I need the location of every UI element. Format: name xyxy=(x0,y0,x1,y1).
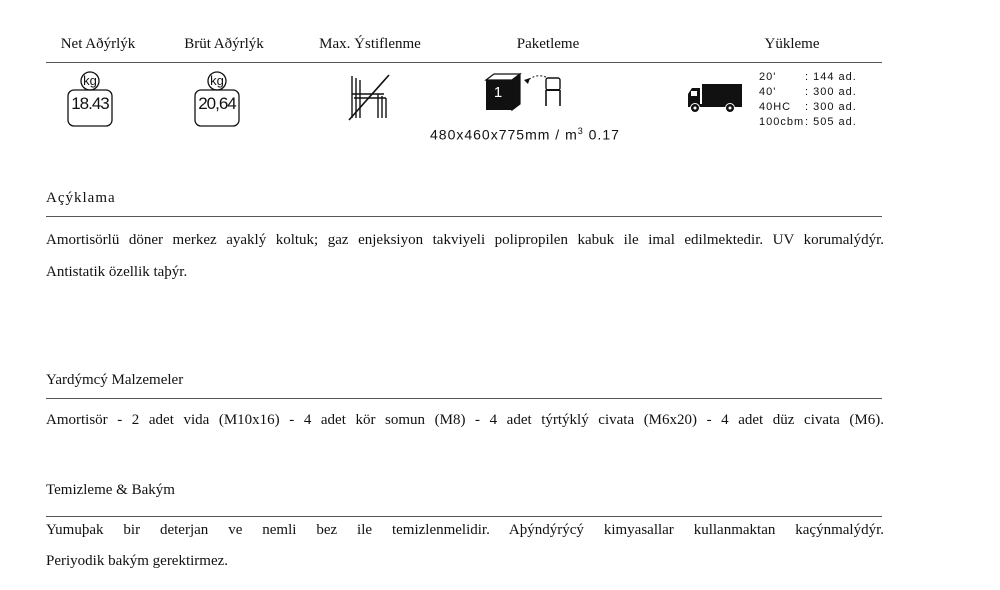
header-loading: Yükleme xyxy=(764,36,820,52)
care-line-1: Yumuþak bir deterjan ve nemli bez ile temizlenmelidir. Aþýndýrýcý kimyasallar kullanmaktan kaçýnmalýdýr. xyxy=(46,522,884,538)
description-line-2: Antistatik özellik taþýr. xyxy=(46,264,188,280)
header-max-stacking: Max. Ýstiflenme xyxy=(319,36,421,52)
care-line-2: Periyodik bakým gerektirmez. xyxy=(46,553,229,569)
loading-row: 40HC : 300 ad. xyxy=(759,101,857,113)
gross-weight-value: 20,64 xyxy=(198,94,236,113)
package-dimensions-text: 480x460x775mm / m xyxy=(430,126,578,143)
header-packaging: Paketleme xyxy=(516,36,580,52)
package-dimensions xyxy=(430,126,620,143)
gross-weight-unit: kg xyxy=(210,73,224,88)
package-volume: 0.17 xyxy=(583,126,620,143)
net-weight-icon xyxy=(66,70,122,132)
box-count: 1 xyxy=(493,84,503,101)
materials-title: Yardýmcý Malzemeler xyxy=(46,372,184,388)
header-divider xyxy=(46,62,882,63)
description-title: Açýklama xyxy=(46,190,116,206)
description-line-1: Amortisörlü döner merkez ayaklý koltuk; gaz enjeksiyon takviyeli polipropilen kabuk ile imal edilmektedir. UV korumalýdýr. xyxy=(46,232,884,248)
materials-line-1: Amortisör - 2 adet vida (M10x16) - 4 adet kör somun (M8) - 4 adet týrtýklý civata (M6x20) - 4 adet düz civata (M6). xyxy=(46,412,884,428)
header-gross-weight: Brüt Aðýrlýk xyxy=(184,36,264,52)
gross-weight-icon xyxy=(193,70,249,132)
net-weight-unit: kg xyxy=(83,73,97,88)
care-divider xyxy=(46,516,882,517)
loading-table xyxy=(759,70,857,130)
description-divider xyxy=(46,216,882,217)
volume-exponent: 3 xyxy=(577,126,584,136)
no-stacking-icon xyxy=(346,72,392,122)
materials-divider xyxy=(46,398,882,399)
chair-package-icon xyxy=(522,70,568,110)
loading-row: 100cbm: 505 ad. xyxy=(759,116,857,128)
loading-row: 40' : 300 ad. xyxy=(759,86,857,98)
care-title: Temizleme & Bakým xyxy=(46,482,175,498)
box-icon xyxy=(484,72,524,112)
loading-row: 20' : 144 ad. xyxy=(759,71,857,83)
truck-icon xyxy=(686,82,744,114)
header-net-weight: Net Aðýrlýk xyxy=(60,36,136,52)
net-weight-value: 18.43 xyxy=(71,94,109,113)
